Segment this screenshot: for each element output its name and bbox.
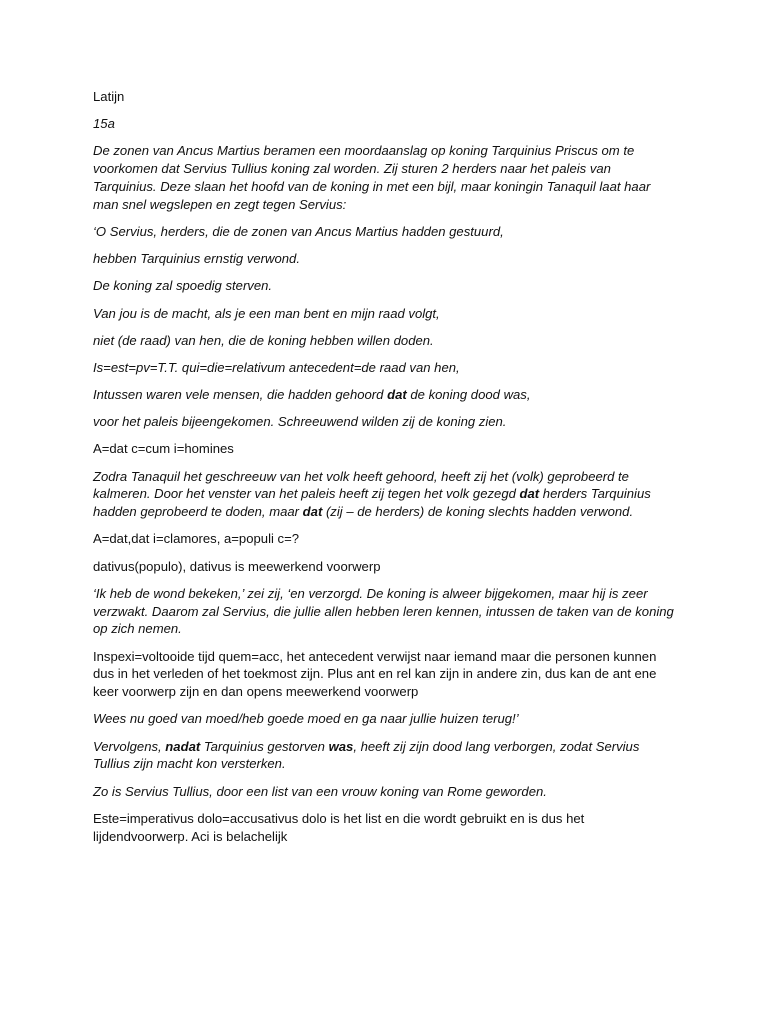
line-6-bold-word: dat xyxy=(387,387,407,403)
section-number: 15a xyxy=(93,116,115,132)
paragraph-2-part-2: herders Tarquinius hadden geprobeerd te doden, maar xyxy=(93,486,651,520)
translation-line-7: voor het paleis bijeengekomen. Schreeuwend wilden zij de koning zien. xyxy=(93,414,507,430)
paragraph-2-bold-2: dat xyxy=(302,504,323,520)
line-6-text-before: Intussen waren vele mensen, die hadden gehoord xyxy=(93,387,388,403)
translation-paragraph-2 xyxy=(93,468,675,521)
line-6-text-after: de koning dood was, xyxy=(406,387,531,403)
translation-line-3: De koning zal spoedig sterven. xyxy=(93,278,273,294)
grammar-note-6: Este=imperativus dolo=accusativus dolo is het list en die wordt gebruikt en is dus het lijdendvoorwerp. Aci is belachelijk xyxy=(93,810,585,844)
grammar-note-5: Inspexi=voltooide tijd quem=acc, het antecedent verwijst naar iemand maar die personen kunnen dus in het verleden of het toekmost zijn. Plus ant en rel kan zijn in andere zin, dus kan de ant ene keer voorwerp zijn en dan opens meewerkend voorwerp xyxy=(93,648,657,700)
translation-line-6 xyxy=(93,386,675,404)
document-body xyxy=(93,88,675,855)
grammar-note-4: dativus(populo), dativus is meewerkend voorwerp xyxy=(93,558,381,574)
translation-line-2: hebben Tarquinius ernstig verwond. xyxy=(93,251,300,267)
paragraph-2-part-1: Zodra Tanaquil het geschreeuw van het volk heeft gehoord, heeft zij het (volk) geprobeerd te kalmeren. Door het venster van het paleis heeft zij tegen het volk gezegd xyxy=(93,468,629,502)
paragraph-2-part-3: (zij – de herders) de koning slechts hadden verwond. xyxy=(322,504,634,520)
paragraph-4-part-1: Vervolgens, xyxy=(93,738,166,754)
grammar-note-2: A=dat c=cum i=homines xyxy=(93,441,234,457)
paragraph-4-part-2: Tarquinius gestorven xyxy=(200,738,329,754)
intro-paragraph: De zonen van Ancus Martius beramen een moordaanslag op koning Tarquinius Priscus om te voorkomen dat Servius Tullius koning zal worden. Zij sturen 2 herders naar het paleis van Tarquinius. Deze slaan het hoofd van de koning in met een bijl, maar koningin Tanaquil laat haar man snel wegslepen en zegt tegen Servius: xyxy=(93,143,651,212)
translation-line-8: Wees nu goed van moed/heb goede moed en ga naar jullie huizen terug!’ xyxy=(93,711,519,727)
translation-line-5: niet (de raad) van hen, die de koning hebben willen doden. xyxy=(93,332,434,348)
translation-line-1: ‘O Servius, herders, die de zonen van Ancus Martius hadden gestuurd, xyxy=(93,223,504,239)
paragraph-4-bold-1: nadat xyxy=(165,738,201,754)
document-heading: Latijn xyxy=(93,89,125,104)
translation-paragraph-3: ‘Ik heb de wond bekeken,’ zei zij, ‘en verzorgd. De koning is alweer bijgekomen, maar hij is zeer verzwakt. Daarom zal Servius, die jullie allen hebben leren kennen, intussen de taken van de koning op zich nemen. xyxy=(93,585,674,637)
grammar-note-1: Is=est=pv=T.T. qui=die=relativum antecedent=de raad van hen, xyxy=(93,359,460,375)
paragraph-2-bold-1: dat xyxy=(519,486,540,502)
grammar-note-3: A=dat,dat i=clamores, a=populi c=? xyxy=(93,531,299,547)
translation-line-4: Van jou is de macht, als je een man bent en mijn raad volgt, xyxy=(93,305,440,321)
paragraph-4-part-3: , heeft zij zijn dood lang verborgen, zodat Servius Tullius zijn macht kon versterken. xyxy=(93,738,640,772)
translation-line-9: Zo is Servius Tullius, door een list van een vrouw koning van Rome geworden. xyxy=(93,783,547,799)
paragraph-4-bold-2: was xyxy=(328,738,354,754)
translation-paragraph-4 xyxy=(93,738,675,774)
